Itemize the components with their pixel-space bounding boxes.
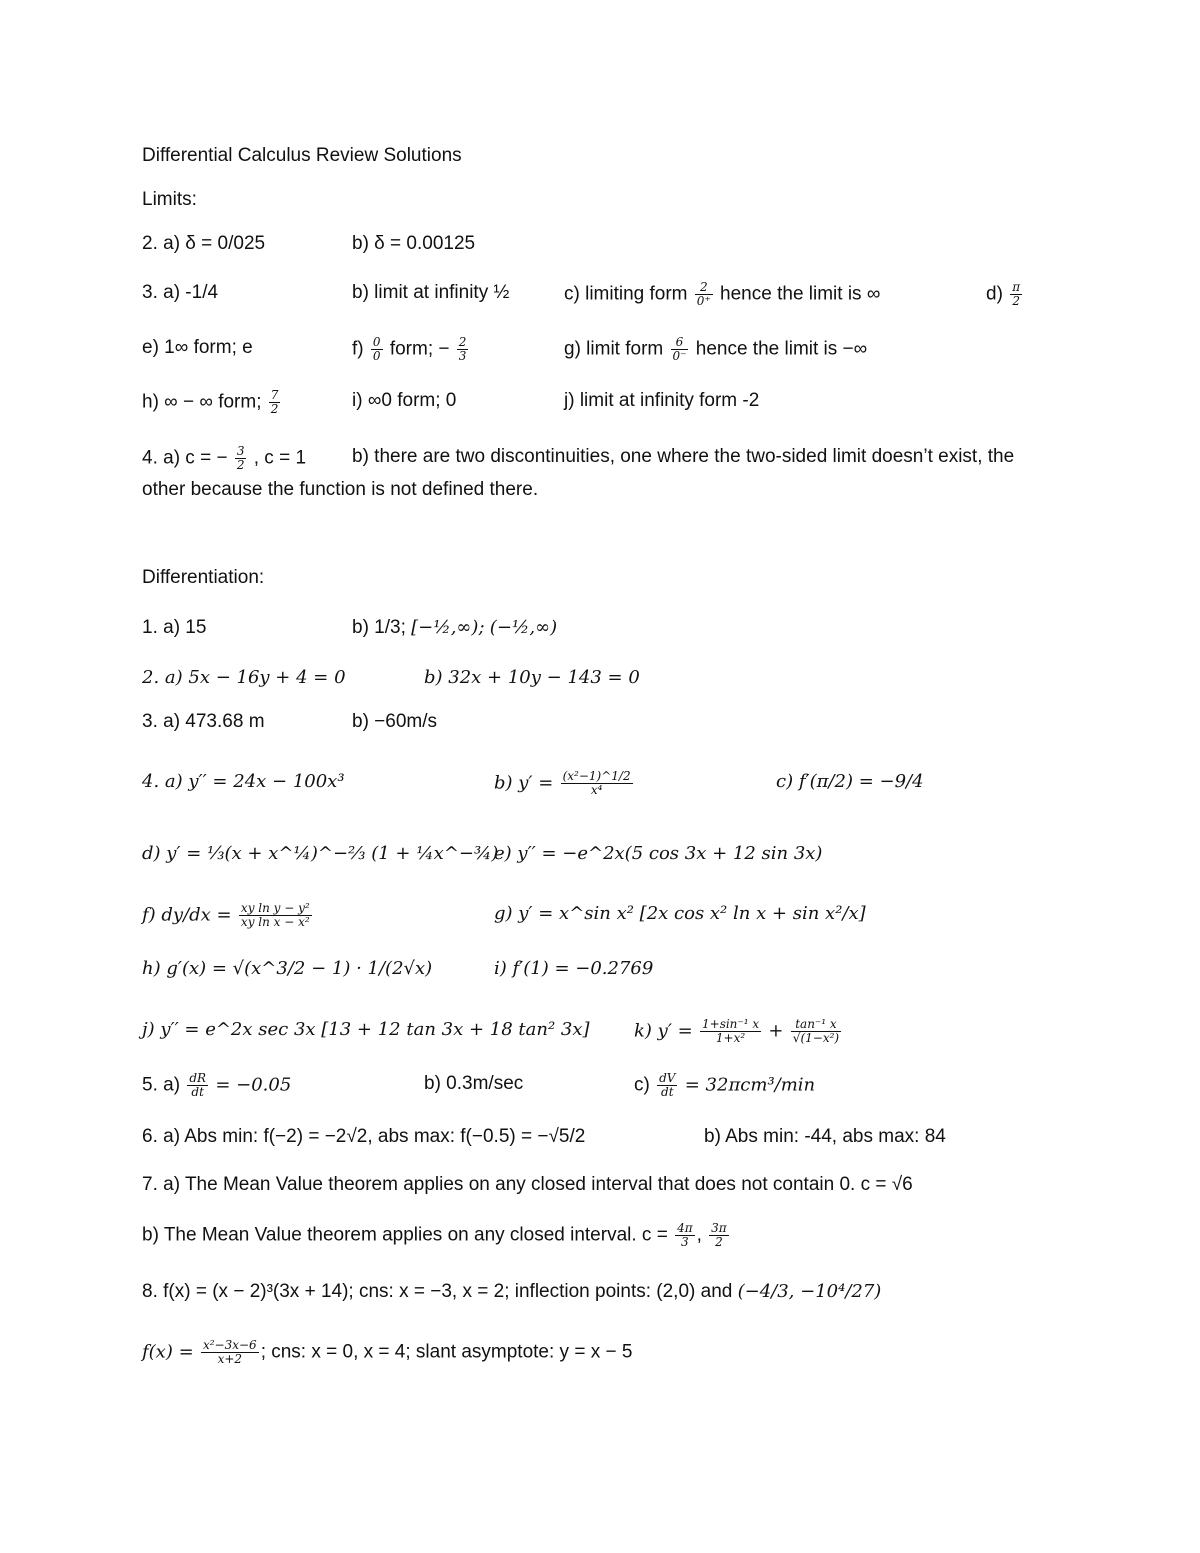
diff-q4d: d) y′ = ⅓(x + x^¼)^−⅔ (1 + ¼x^−¾) bbox=[142, 843, 499, 864]
diff-q8a: 8. f(x) = (x − 2)³(3x + 14); cns: x = −3, x = 2; inflection points: (2,0) and (−4/3, −10⁴/27) bbox=[142, 1281, 882, 1302]
limits-heading: Limits: bbox=[142, 189, 197, 210]
diff-q6a: 6. a) Abs min: f(−2) = −2√2, abs max: f(−0.5) = −√5/2 bbox=[142, 1126, 586, 1147]
diff-q3a: 3. a) 473.68 m bbox=[142, 711, 265, 732]
diff-q7b: b) The Mean Value theorem applies on any closed interval. c = $\frac{4\pi}{3}$ , $\frac{3\pi}{2}$ bbox=[142, 1221, 727, 1249]
diff-q4k: k) y′ = $\frac{\text{1+sin⁻¹ x}}{\text{1+x²}}$ + $\frac{\text{tan⁻¹ x}}{\text{√(1−x²)}}$ bbox=[634, 1017, 840, 1045]
diff-q3b: b) −60m/s bbox=[352, 711, 438, 732]
limits-q3c bbox=[564, 281, 880, 308]
limits-q3j: j) limit at infinity form -2 bbox=[564, 390, 760, 411]
diff-q1b: b) 1/3; [−½,∞); (−½,∞) bbox=[352, 617, 558, 638]
q3c-pre: c) limiting form bbox=[564, 283, 688, 305]
diff-q4a: 4. a) y′′ = 24x − 100x³ bbox=[142, 771, 345, 792]
limits-q4a: 4. a) c = − $\frac{3}{2}$ , c = 1 bbox=[142, 444, 307, 472]
limits-q3g: g) limit form $\frac{6}{0^-}$ hence the limit is −∞ bbox=[564, 335, 868, 363]
limits-q3b: b) limit at infinity ½ bbox=[352, 282, 510, 303]
diff-q4e: e) y′′ = −e^2x(5 cos 3x + 12 sin 3x) bbox=[494, 843, 823, 864]
diff-q1a: 1. a) 15 bbox=[142, 617, 207, 638]
limits-q3h: h) ∞ − ∞ form; $\frac{7}{2}$ bbox=[142, 388, 279, 416]
diff-q6b: b) Abs min: -44, abs max: 84 bbox=[704, 1126, 946, 1147]
limits-q3i: i) ∞0 form; 0 bbox=[352, 390, 457, 411]
q3c-post: hence the limit is ∞ bbox=[720, 283, 881, 305]
limits-q4b-line2: other because the function is not defined there. bbox=[142, 479, 539, 500]
diff-q4b: b) y′ = $\frac{\text{(x²−1)\textasciicircum{}1/2}}{\text{x⁴}}$ bbox=[494, 769, 631, 797]
diff-q4g: g) y′ = x^sin x² [2x cos x² ln x + sin x²/x] bbox=[494, 903, 866, 924]
diff-q4h: h) g′(x) = √(x^3/2 − 1) · 1/(2√x) bbox=[142, 958, 433, 979]
diff-q4j: j) y′′ = e^2x sec 3x [13 + 12 tan 3x + 18 tan² 3x] bbox=[142, 1019, 590, 1040]
differentiation-heading: Differentiation: bbox=[142, 567, 265, 588]
limits-q2a: 2. a) δ = 0/025 bbox=[142, 233, 266, 254]
diff-q2a: 2. a) 5x − 16y + 4 = 0 bbox=[142, 667, 346, 688]
diff-q4i: i) f′(1) = −0.2769 bbox=[494, 958, 654, 979]
diff-q5c: c) $\frac{dV}{dt}$ = 32πcm³/min bbox=[634, 1071, 816, 1099]
diff-q5b: b) 0.3m/sec bbox=[424, 1073, 524, 1094]
page-title: Differential Calculus Review Solutions bbox=[142, 145, 462, 166]
diff-q4c: c) f′(π/2) = −9/4 bbox=[776, 771, 924, 792]
limits-q3e: e) 1∞ form; e bbox=[142, 337, 253, 358]
limits-q3d: d) $\frac{\pi}{2}$ bbox=[986, 280, 1021, 308]
diff-q4f: f) dy/dx = $\frac{\text{xy ln y − y²}}{\text{xy ln x − x²}}$ bbox=[142, 901, 310, 929]
diff-q7a: 7. a) The Mean Value theorem applies on any closed interval that does not contain 0. c = √6 bbox=[142, 1174, 913, 1195]
q3c-fraction: $\frac{2}{0^+}$ bbox=[696, 280, 711, 308]
limits-q3f: f) $\frac{0}{0}$ form; − $\frac{2}{3}$ bbox=[352, 335, 467, 363]
diff-q5a: 5. a) $\frac{dR}{dt}$ = −0.05 bbox=[142, 1071, 292, 1099]
limits-q4b-line1: b) there are two discontinuities, one where the two-sided limit doesn’t exist, the bbox=[352, 446, 1015, 467]
limits-q2b: b) δ = 0.00125 bbox=[352, 233, 476, 254]
diff-q8b: f(x) = $\frac{\text{x²−3x−6}}{x+2}$ ; cns: x = 0, x = 4; slant asymptote: y = x − 5 bbox=[142, 1338, 633, 1366]
diff-q2b: b) 32x + 10y − 143 = 0 bbox=[424, 667, 640, 688]
limits-q3a: 3. a) -1/4 bbox=[142, 282, 219, 303]
